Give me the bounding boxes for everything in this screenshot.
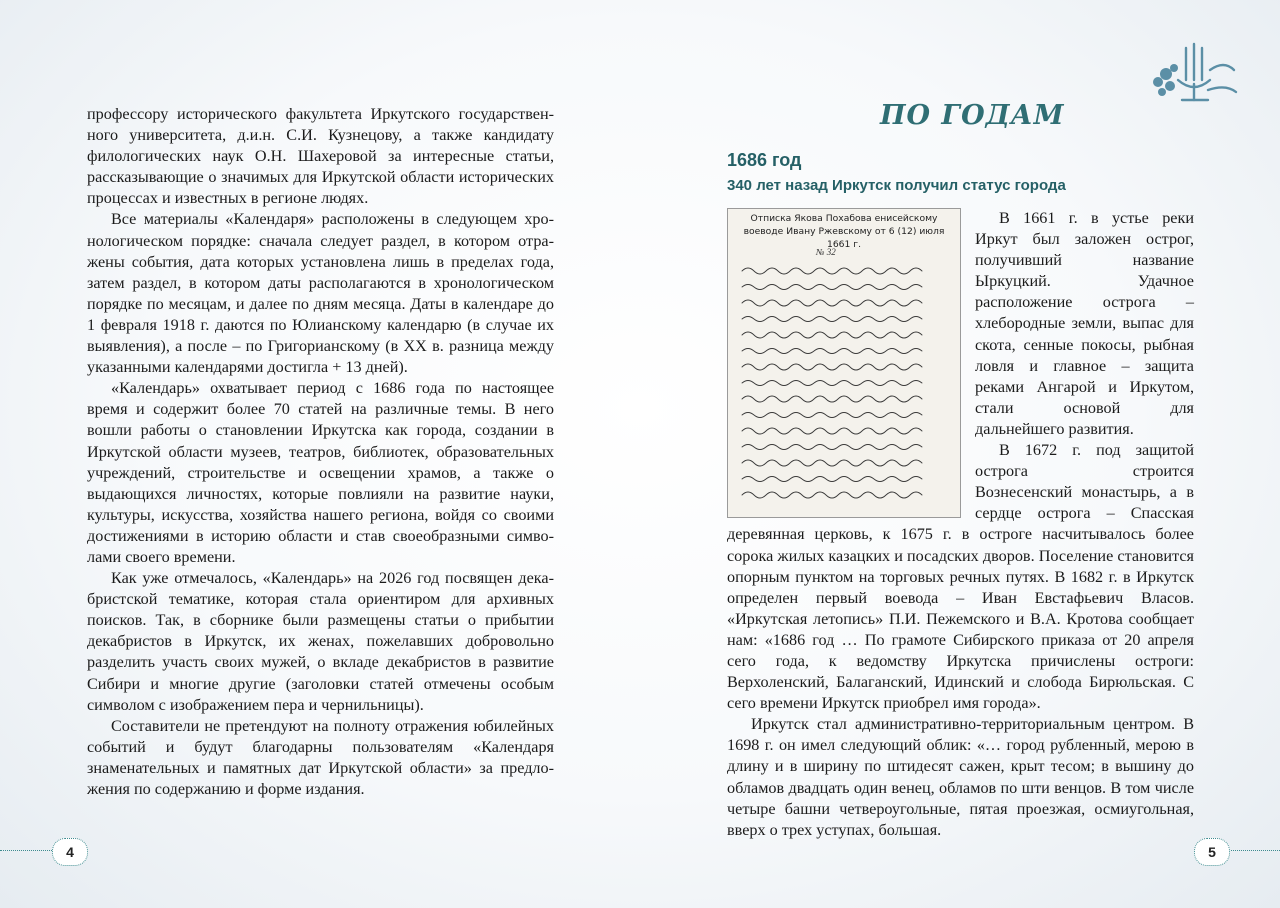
left-paragraph-3: «Календарь» охватывает период с 1686 года по настоящее время и содержит более 70 статей на различные темы. В него вошли работы о становлении Иркутска как города, создании в Иркутской области музеев, театров, библиотек, образовательных учреждений, строительстве и освещении храмов, а также о выдающихся личностях, которые повлияли на развитие науки, культуры, искусства, хозяйства нашего региона, войдя со своими достижениями в историю области и став своеобразными символами своего времени. <box>87 379 554 566</box>
right-paragraph-3: Иркутск стал административно-территориальным центром. В 1698 г. он имел следующий облик: «… город рубленный, мерою в длину и в ширину по штидесят сажен, крыт тесом; в вышину до обламов двадцать один венец, обламов по шти венцов. В том числе четыре башни четвероугольные, пятая проезжая, осмиугольная, вверх о трех уступах, большая. <box>727 715 1194 839</box>
left-paragraph-5: Составители не претендуют на полноту отражения юбилейных событий и будут благодарны пользователям «Календаря знаменательных и памятных дат Иркутской области» за предложения по содержанию и форме издания. <box>87 716 554 798</box>
left-paragraph-2: Все материалы «Календаря» расположены в следующем хронологическом порядке: сначала следует раздел, в котором отражены события, дата которых установлена лишь в пределах года, затем раздел, в котором даты располагаются в хронологическом порядке по месяцам, и далее по дням месяца. Даты в календаре до 1 февраля 1918 г. даются по Юлианскому календарю (в случае их выявления), а после – по Григорианскому (в XX в. разница между указанными календарями достигла + 13 дней). <box>87 210 554 377</box>
candelabra-logo-icon <box>1148 40 1240 113</box>
left-page-text <box>87 104 554 800</box>
article-subtitle: 340 лет назад Иркутск получил статус города <box>727 177 1066 194</box>
left-page-number: 4 <box>52 838 88 866</box>
handwriting-illustration <box>738 261 950 511</box>
left-paragraph-1: профессору исторического факультета Иркутского государственного университета, д.и.н. С.И. Кузнецову, а также кандидату филологических наук О.Н. Шахеровой за интересные статьи, рассказывающие о значимых для Иркутской области исторических процессах и известных в регионе людях. <box>87 105 554 208</box>
right-paragraph-2: В 1672 г. под защитой острога строится Вознесенский монастырь, а в сердце острога – Спасская деревянная церковь, к 1675 г. в остроге насчитывалось более сорока жилых казацких и посадских дворов. Поселение становится опорным пунктом на торговых речных путях. В 1682 г. в Иркутск определен первый воевода – Иван Евстафьевич Власов. «Иркутская летопись» П.И. Пежемского и В.А. Кротова сообщает нам: «1686 год … По грамоте Сибирского приказа от 20 апреля сего года, к ведомству Иркутска причислены остроги: Верхоленский, Балаганский, Идинский и слобода Бирюльская. С сего времени Иркутск приобрел имя города». <box>727 441 1194 713</box>
left-page-dotted-rule <box>0 850 52 851</box>
year-heading: 1686 год <box>727 150 802 170</box>
document-number: № 32 <box>816 247 836 257</box>
archival-document-image <box>727 208 961 518</box>
left-paragraph-4: Как уже отмечалось, «Календарь» на 2026 год посвящен декабристской тематике, которая стала ориентиром для архивных поисков. Так, в сборнике были размещены статьи о прибытии декабристов в Иркутск, их женах, пожелавших добровольно разделить участь своих мужей, о вкладе декабристов в развитие Сибири и многие другие (заголовки статей отмечены особым символом с изображением пера и чернильницы). <box>87 569 554 714</box>
right-paragraph-1: В 1661 г. в устье реки Иркут был заложен острог, получивший название Ыркуцкий. Удачное расположение острога – хлебородные земли, выпас для скота, сенные покосы, рыбная ловля и главное – защита реками Ангарой и Иркутом, стали основой для дальнейшего развития. <box>975 209 1194 438</box>
right-page-text <box>727 208 1194 841</box>
right-page-number: 5 <box>1194 838 1230 866</box>
section-title: ПО ГОДАМ <box>880 100 1065 131</box>
right-page-dotted-rule <box>1228 850 1280 851</box>
figure-caption: Отписка Якова Похабова енисейскому воеводе Ивану Ржевскому от 6 (12) июля 1661 г. <box>743 213 945 250</box>
